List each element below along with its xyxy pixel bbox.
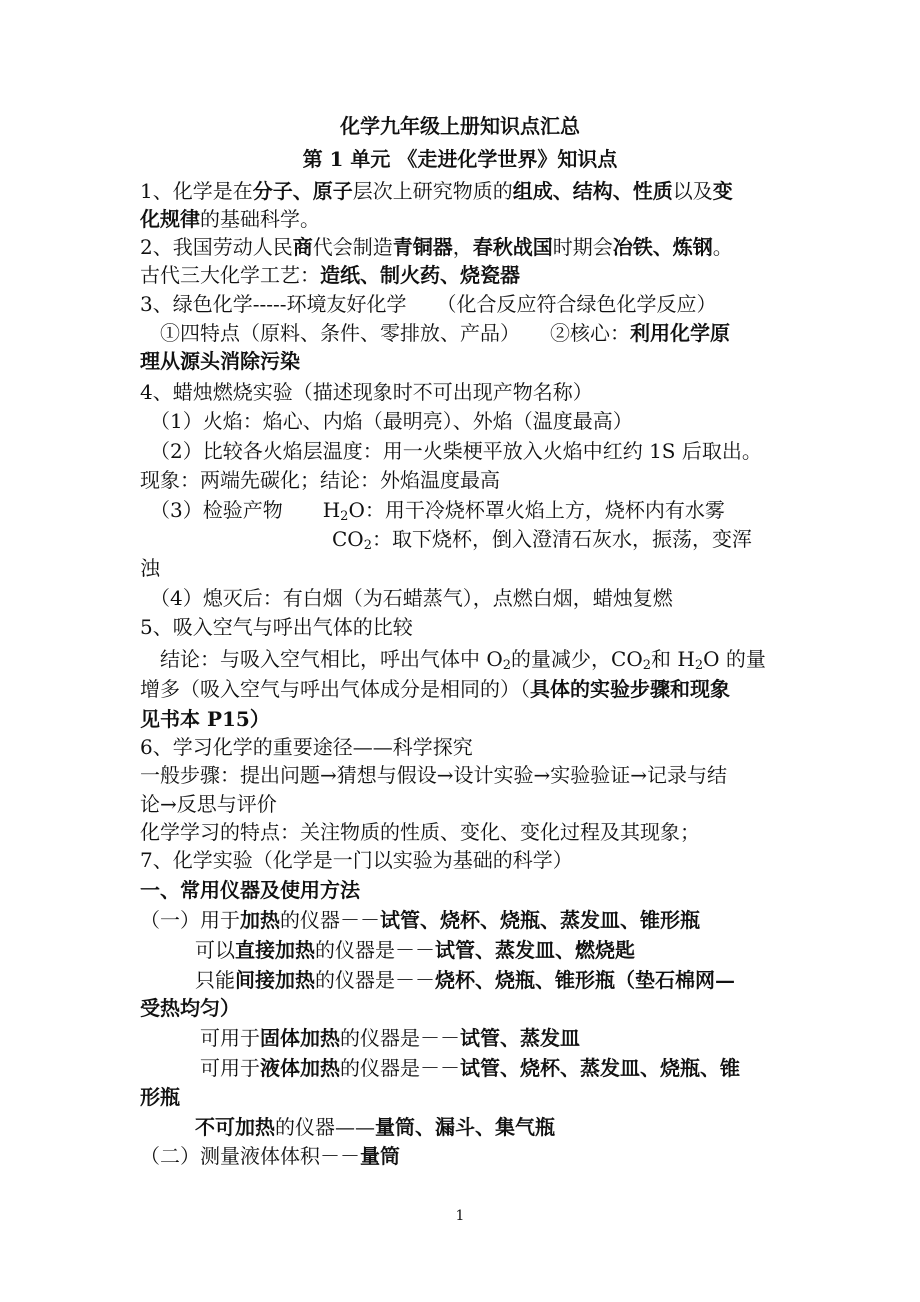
section-3-line-2: ①四特点（原料、条件、零排放、产品） ②核心：利用化学原 (160, 321, 730, 345)
indirect-heating-cont: 受热均匀） (140, 996, 240, 1020)
section-2-line-1: 2、我国劳动人民商代会制造青铜器，春秋战国时期会冶铁、炼钢。 (140, 235, 733, 259)
liquid-heating: 可用于液体加热的仪器是－－试管、烧杯、蒸发皿、烧瓶、锥 (200, 1056, 740, 1080)
section-4-item-1: （1）火焰：焰心、内焰（最明亮）、外焰（温度最高） (150, 409, 633, 433)
liquid-heating-cont: 形瓶 (140, 1085, 180, 1109)
non-heatable: 不可加热的仪器——量筒、漏斗、集气瓶 (195, 1115, 555, 1139)
measuring-liquid: （二）测量液体体积－－量筒 (140, 1144, 400, 1168)
section-5-heading: 5、吸入空气与呼出气体的比较 (140, 615, 413, 639)
section-1-line-1: 1、化学是在分子、原子层次上研究物质的组成、结构、性质以及变 (140, 179, 733, 203)
page-number: 1 (455, 1208, 465, 1224)
section-6-steps: 一般步骤：提出问题→猜想与假设→设计实验→实验验证→记录与结 (140, 763, 728, 787)
section-4-item-2: （2）比较各火焰层温度：用一火柴梗平放入火焰中红约 1S 后取出。 (150, 439, 762, 463)
section-3-line-1: 3、绿色化学-----环境友好化学 （化合反应符合绿色化学反应） (140, 292, 717, 316)
section-6-steps-cont: 论→反思与评价 (140, 792, 277, 816)
direct-heating: 可以直接加热的仪器是－－试管、蒸发皿、燃烧匙 (195, 938, 635, 962)
section-4-item-3: （3）检验产物 $H_2O$：用干冷烧杯罩火焰上方，烧杯内有水雾 (150, 498, 725, 524)
section-4-item-3-cont: 浊 (140, 556, 160, 580)
section-4-item-3-co2: $CO_2$：取下烧杯，倒入澄清石灰水，振荡，变浑 (332, 527, 752, 553)
indirect-heating: 只能间接加热的仪器是－－烧杯、烧瓶、锥形瓶（垫石棉网— (195, 968, 735, 992)
section-4-heading: 4、蜡烛燃烧实验（描述现象时不可出现产物名称） (140, 380, 593, 404)
section-6-features: 化学学习的特点：关注物质的性质、变化、变化过程及其现象； (140, 820, 700, 844)
heating-instruments: （一）用于加热的仪器－－试管、烧杯、烧瓶、蒸发皿、锥形瓶 (140, 908, 700, 932)
section-5-line-2: 增多（吸入空气与呼出气体成分是相同的）（具体的实验步骤和现象 (140, 677, 730, 701)
section-1-line-2: 化规律的基础科学。 (140, 207, 320, 231)
section-4-item-2-result: 现象：两端先碳化；结论：外焰温度最高 (140, 468, 500, 492)
solid-heating: 可用于固体加热的仪器是－－试管、蒸发皿 (200, 1026, 580, 1050)
section-2-line-2: 古代三大化学工艺：造纸、制火药、烧瓷器 (140, 263, 520, 287)
unit-title: 第 1 单元 《走进化学世界》知识点 (302, 147, 618, 171)
section-7-subheading: 一、常用仪器及使用方法 (140, 878, 360, 902)
section-5-line-3: 见书本 P15） (140, 707, 270, 731)
section-6-heading: 6、学习化学的重要途径——科学探究 (140, 735, 473, 759)
section-3-line-3: 理从源头消除污染 (140, 349, 300, 373)
section-5-conclusion: 结论：与吸入空气相比，呼出气体中 $O_2$的量减少，$CO_2$和 $H_2O$ 的量 (160, 647, 766, 673)
section-7-heading: 7、化学实验（化学是一门以实验为基础的科学） (140, 848, 573, 872)
section-4-item-4: （4）熄灭后：有白烟（为石蜡蒸气），点燃白烟，蜡烛复燃 (150, 586, 673, 610)
page-title: 化学九年级上册知识点汇总 (340, 114, 580, 138)
